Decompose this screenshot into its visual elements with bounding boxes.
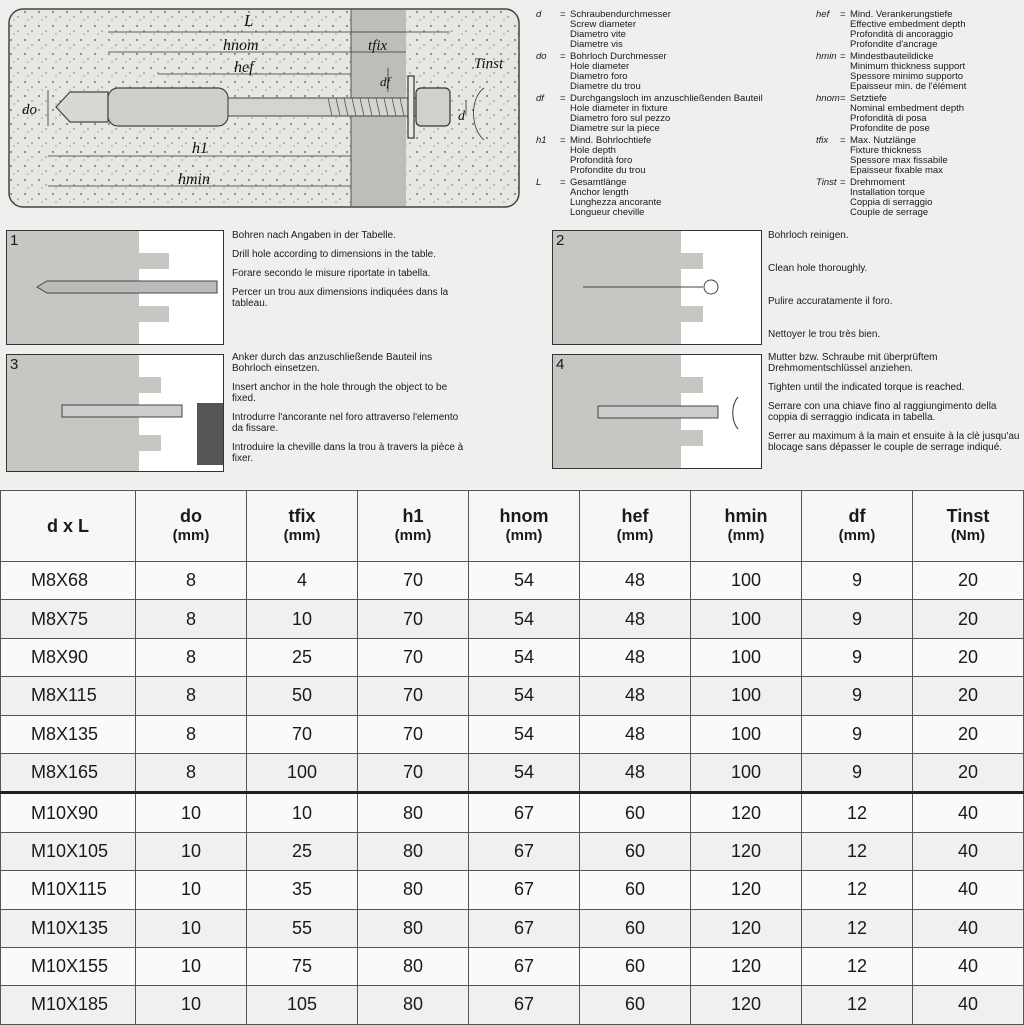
table-cell: 20: [913, 600, 1024, 638]
column-header: hnom (mm): [469, 491, 580, 562]
table-cell: 25: [247, 832, 358, 870]
legend-symbol: L: [536, 177, 542, 188]
table-cell: 105: [247, 986, 358, 1024]
table-cell: 120: [691, 909, 802, 947]
brush-icon: [553, 231, 761, 344]
table-cell: 8: [136, 753, 247, 792]
table-cell: 70: [358, 562, 469, 600]
anchor-size-cell: M8X135: [1, 715, 136, 753]
table-cell: 120: [691, 793, 802, 832]
legend-symbol: do: [536, 51, 547, 62]
table-cell: 80: [358, 832, 469, 870]
table-cell: 80: [358, 986, 469, 1024]
table-row: [1, 715, 1024, 753]
table-cell: 100: [691, 562, 802, 600]
table-cell: 67: [469, 832, 580, 870]
table-cell: 10: [136, 986, 247, 1024]
table-cell: 70: [358, 715, 469, 753]
table-cell: 50: [247, 677, 358, 715]
table-cell: 12: [802, 947, 913, 985]
column-header: hef (mm): [580, 491, 691, 562]
table-row: [1, 986, 1024, 1024]
legend-description: Mindestbauteildicke Minimum thickness support Spessore minimo supporto Epaisseur min. de l'élément: [850, 51, 967, 92]
table-cell: 48: [580, 715, 691, 753]
anchor-shaft: [228, 98, 418, 116]
table-cell: 20: [913, 638, 1024, 676]
table-cell: 60: [580, 793, 691, 832]
table-cell: 80: [358, 909, 469, 947]
table-cell: 40: [913, 871, 1024, 909]
legend-description: Mind. Bohrlochtiefe Hole depth Profondità foro Profondite du trou: [570, 135, 652, 176]
label-do: do: [22, 102, 37, 118]
table-cell: 70: [358, 677, 469, 715]
table-cell: 75: [247, 947, 358, 985]
anchor-dimension-diagram: [8, 8, 520, 208]
table-cell: 100: [247, 753, 358, 792]
table-cell: 60: [580, 909, 691, 947]
table-cell: 100: [691, 753, 802, 792]
table-cell: 67: [469, 986, 580, 1024]
table-cell: 120: [691, 871, 802, 909]
legend-description: Gesamtlänge Anchor length Lunghezza ancorante Longueur cheville: [570, 177, 662, 218]
table-cell: 12: [802, 871, 913, 909]
table-cell: 70: [358, 638, 469, 676]
column-header: df (mm): [802, 491, 913, 562]
table-cell: 9: [802, 753, 913, 792]
anchor-size-cell: M8X90: [1, 638, 136, 676]
table-cell: 20: [913, 715, 1024, 753]
legend-description: Schraubendurchmesser Screw diameter Diametro vite Diametre vis: [570, 9, 671, 50]
table-cell: 48: [580, 638, 691, 676]
column-header: h1 (mm): [358, 491, 469, 562]
anchor-size-cell: M8X75: [1, 600, 136, 638]
table-cell: 67: [469, 793, 580, 832]
table-cell: 10: [136, 871, 247, 909]
table-cell: 54: [469, 600, 580, 638]
legend-symbol: hmin: [816, 51, 837, 62]
step-2-number: 2: [556, 232, 565, 249]
table-cell: 55: [247, 909, 358, 947]
table-cell: 12: [802, 793, 913, 832]
table-cell: 120: [691, 986, 802, 1024]
table-cell: 54: [469, 638, 580, 676]
table-row: [1, 600, 1024, 638]
table-cell: 9: [802, 715, 913, 753]
table-row: [1, 947, 1024, 985]
table-cell: 70: [358, 753, 469, 792]
table-cell: 54: [469, 677, 580, 715]
legend-symbol: hnom: [816, 93, 840, 104]
table-cell: 67: [469, 947, 580, 985]
anchor-size-cell: M10X135: [1, 909, 136, 947]
label-L: L: [244, 11, 254, 30]
table-row: [1, 832, 1024, 870]
table-cell: 10: [136, 793, 247, 832]
table-cell: 12: [802, 986, 913, 1024]
tighten-torque-icon: [553, 355, 761, 468]
table-cell: 40: [913, 947, 1024, 985]
table-cell: 20: [913, 562, 1024, 600]
drill-icon: [7, 231, 223, 344]
table-cell: 60: [580, 986, 691, 1024]
legend-description: Max. Nutzlänge Fixture thickness Spessore max fissabile Epaisseur fixable max: [850, 135, 948, 176]
anchor-size-cell: M8X115: [1, 677, 136, 715]
table-cell: 40: [913, 793, 1024, 832]
legend-symbol: h1: [536, 135, 547, 146]
step-4-figure: [552, 354, 762, 469]
table-cell: 100: [691, 677, 802, 715]
table-cell: 67: [469, 909, 580, 947]
table-cell: 120: [691, 947, 802, 985]
legend-description: Drehmoment Installation torque Coppia di serraggio Couple de serrage: [850, 177, 933, 218]
table-cell: 54: [469, 753, 580, 792]
table-cell: 10: [247, 793, 358, 832]
legend-symbol: hef: [816, 9, 830, 20]
step-2-figure: [552, 230, 762, 345]
table-row: [1, 677, 1024, 715]
label-Tinst: Tinst: [474, 56, 504, 72]
table-cell: 100: [691, 715, 802, 753]
anchor-size-cell: M8X68: [1, 562, 136, 600]
anchor-size-cell: M8X165: [1, 753, 136, 792]
label-tfix: tfix: [368, 38, 388, 54]
table-row: [1, 753, 1024, 792]
table-cell: 10: [247, 600, 358, 638]
table-cell: 10: [136, 947, 247, 985]
table-cell: 12: [802, 909, 913, 947]
table-cell: 48: [580, 677, 691, 715]
table-cell: 8: [136, 715, 247, 753]
label-hef: hef: [234, 59, 254, 76]
column-header: tfix (mm): [247, 491, 358, 562]
table-cell: 54: [469, 562, 580, 600]
step-3-figure: [6, 354, 224, 472]
anchor-size-cell: M10X90: [1, 793, 136, 832]
step-1-figure: [6, 230, 224, 345]
table-cell: 70: [247, 715, 358, 753]
column-header: hmin (mm): [691, 491, 802, 562]
anchor-size-cell: M10X115: [1, 871, 136, 909]
nut: [416, 88, 450, 126]
table-cell: 9: [802, 562, 913, 600]
table-cell: 8: [136, 677, 247, 715]
anchor-size-cell: M10X185: [1, 986, 136, 1024]
table-cell: 60: [580, 871, 691, 909]
table-cell: 60: [580, 832, 691, 870]
anchor-size-cell: M10X105: [1, 832, 136, 870]
anchor-specification-table: [0, 490, 1024, 1025]
table-cell: 67: [469, 871, 580, 909]
table-cell: 9: [802, 600, 913, 638]
step-4-text: Mutter bzw. Schraube mit überprüftem Drehmomentschlüssel anziehen. Tighten until the indicated torque is reached. Serrare con una chiave fino al raggiungimento della coppia di serraggio indicata in tabella. Serrer au maximum à la main et ensuite à la clè jusqu'au blocage sans dépasser le couple de serrage indiqué.: [768, 352, 1020, 453]
washer: [408, 76, 414, 138]
table-cell: 8: [136, 600, 247, 638]
table-cell: 100: [691, 600, 802, 638]
label-hmin: hmin: [178, 171, 210, 188]
label-d: d: [458, 109, 465, 124]
column-header: d x L: [1, 491, 136, 562]
legend-symbol: Tinst: [816, 177, 837, 188]
table-cell: 48: [580, 600, 691, 638]
step-3-text: Anker durch das anzuschließende Bauteil ins Bohrloch einsetzen. Insert anchor in the hole through the object to be fixed. Introdurre l'ancorante nel foro attraverso l'elemento da fissare. Introduire la cheville dans la trou à travers la pièce à fixer.: [232, 352, 464, 464]
step-4-number: 4: [556, 356, 565, 373]
table-cell: 70: [358, 600, 469, 638]
table-cell: 8: [136, 562, 247, 600]
table-cell: 20: [913, 677, 1024, 715]
table-cell: 35: [247, 871, 358, 909]
table-cell: 80: [358, 793, 469, 832]
legend-symbol: tfix: [816, 135, 829, 146]
table-cell: 48: [580, 753, 691, 792]
table-cell: 40: [913, 909, 1024, 947]
legend-symbol: df: [536, 93, 544, 104]
table-row: [1, 793, 1024, 832]
table-cell: 80: [358, 947, 469, 985]
table-cell: 40: [913, 986, 1024, 1024]
legend-description: Durchgangsloch im anzuschließenden Bauteil Hole diameter in fixture Diametro foro sul pezzo Diametre sur la piece: [570, 93, 763, 134]
table-cell: 12: [802, 832, 913, 870]
anchor-size-cell: M10X155: [1, 947, 136, 985]
legend-description: Bohrloch Durchmesser Hole diameter Diametro foro Diametre du trou: [570, 51, 667, 92]
table-row: [1, 909, 1024, 947]
table-cell: 25: [247, 638, 358, 676]
table-cell: 20: [913, 753, 1024, 792]
column-header: do (mm): [136, 491, 247, 562]
label-h1: h1: [192, 140, 208, 157]
table-row: [1, 638, 1024, 676]
table-cell: 8: [136, 638, 247, 676]
step-3-number: 3: [10, 356, 19, 373]
insert-anchor-icon: [7, 355, 223, 471]
step-1-number: 1: [10, 232, 19, 249]
table-row: [1, 871, 1024, 909]
column-header: Tinst (Nm): [913, 491, 1024, 562]
table-cell: 48: [580, 562, 691, 600]
expansion-sleeve: [108, 88, 228, 126]
table-cell: 10: [136, 909, 247, 947]
step-2-text: Bohrloch reinigen. Clean hole thoroughly. Pulire accuratamente il foro. Nettoyer le trou très bien.: [768, 230, 893, 340]
label-hnom: hnom: [223, 37, 259, 54]
table-cell: 10: [136, 832, 247, 870]
legend-description: Setztiefe Nominal embedment depth Profondità di posa Profondite de pose: [850, 93, 965, 134]
table-cell: 100: [691, 638, 802, 676]
table-cell: 60: [580, 947, 691, 985]
table-cell: 4: [247, 562, 358, 600]
legend-description: Mind. Verankerungstiefe Effective embedment depth Profondità di ancoraggio Profondite d'ancrage: [850, 9, 966, 50]
label-df: df: [380, 74, 391, 89]
table-row: [1, 562, 1024, 600]
table-cell: 120: [691, 832, 802, 870]
table-cell: 80: [358, 871, 469, 909]
table-cell: 40: [913, 832, 1024, 870]
table-cell: 9: [802, 677, 913, 715]
step-1-text: Bohren nach Angaben in der Tabelle. Drill hole according to dimensions in the table. Forare secondo le misure riportate in tabella. Percer un trou aux dimensions indiquées dans la tableau.: [232, 230, 449, 309]
table-header-row: [1, 491, 1024, 562]
table-cell: 54: [469, 715, 580, 753]
legend-symbol: d: [536, 9, 542, 20]
table-cell: 9: [802, 638, 913, 676]
